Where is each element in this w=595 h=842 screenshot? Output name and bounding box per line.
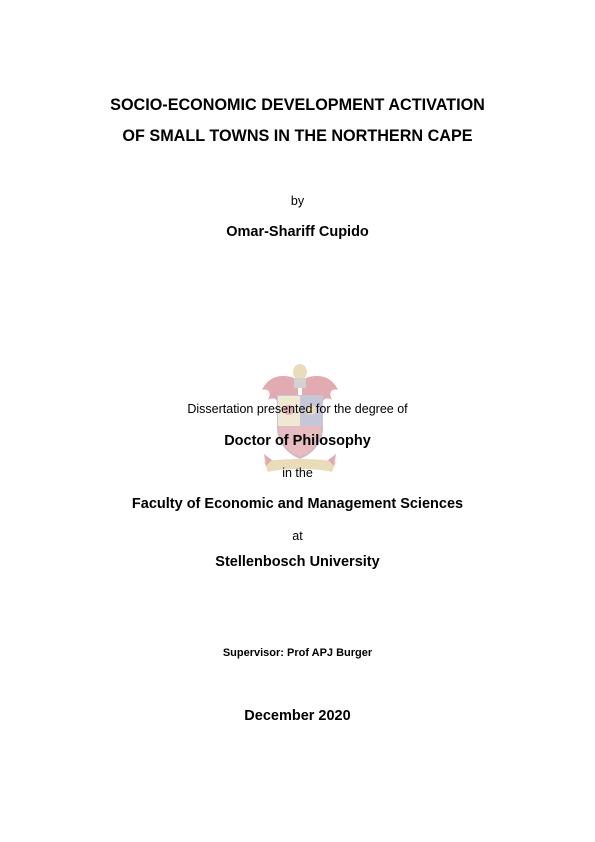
title-line-1: SOCIO-ECONOMIC DEVELOPMENT ACTIVATION <box>110 96 485 114</box>
university-name: Stellenbosch University <box>215 554 380 570</box>
faculty-name: Faculty of Economic and Management Sciences <box>131 496 464 512</box>
supervisor-line: Supervisor: Prof APJ Burger <box>222 647 373 659</box>
dissertation-statement: Dissertation presented for the degree of <box>187 402 408 416</box>
submission-date: December 2020 <box>244 708 351 724</box>
university-crest-icon <box>258 362 342 480</box>
title-line-2: OF SMALL TOWNS IN THE NORTHERN CAPE <box>122 127 473 145</box>
at-label: at <box>292 529 303 543</box>
degree-name: Doctor of Philosophy <box>224 433 371 449</box>
by-label: by <box>290 194 305 208</box>
author-name: Omar-Shariff Cupido <box>226 224 369 240</box>
in-the-label: in the <box>282 466 313 480</box>
